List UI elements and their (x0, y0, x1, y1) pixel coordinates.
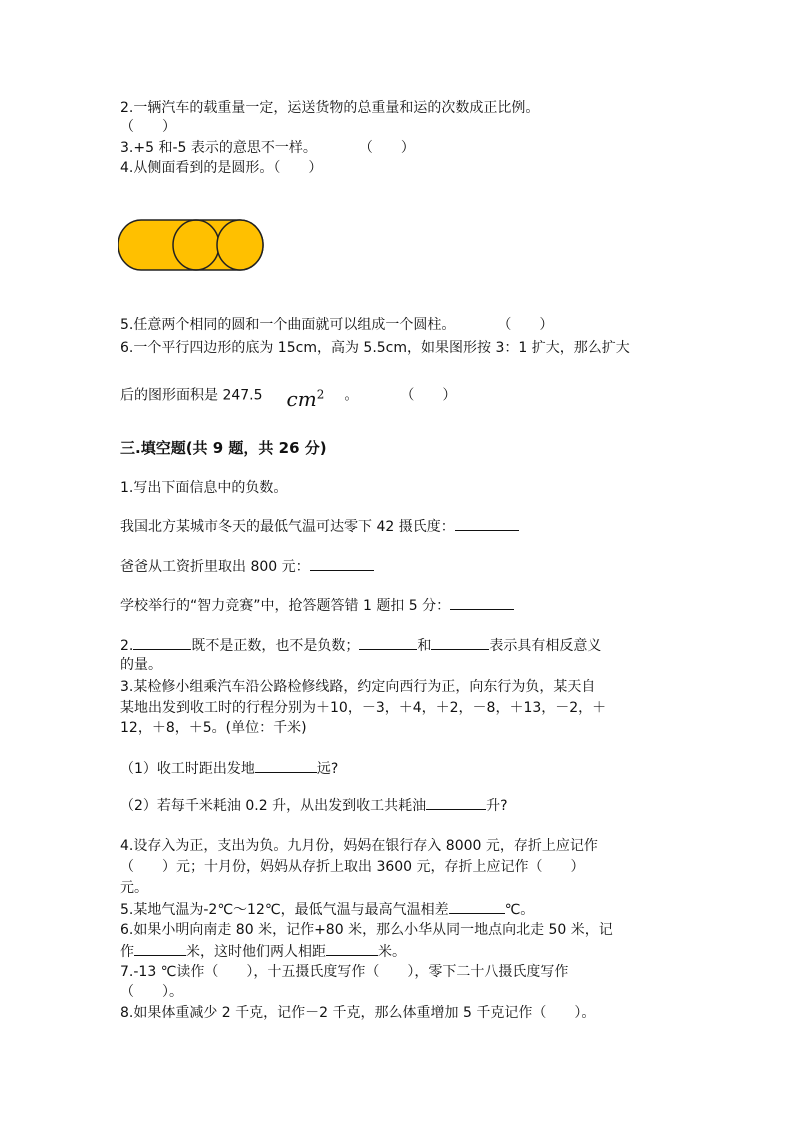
answer-blank[interactable] (455, 516, 519, 531)
cylinder-figure (118, 214, 268, 276)
fill-q6-line1: 6.如果小明向南走 80 米，记作+80 米，那么小华从同一地点向北走 50 米，记 (120, 922, 613, 938)
fill-q1-b: 爸爸从工资折里取出 800 元： (120, 556, 374, 577)
fill-q4-line1: 4.设存入为正，支出为负。九月份，妈妈在银行存入 8000 元，存折上应记作 (120, 838, 598, 854)
fill-q1-c: 学校举行的“智力竞赛”中，抢答题答错 1 题扣 5 分： (120, 595, 514, 616)
answer-blank[interactable] (449, 899, 505, 914)
question-judge-6-line1: 6.一个平行四边形的底为 15cm，高为 5.5cm，如果图形按 3：1 扩大，那么扩大 (120, 340, 630, 356)
answer-blank[interactable] (255, 758, 317, 773)
fill-q3-sub1: （1）收工时距出发地 远? (120, 758, 338, 779)
fill-q7-line2: （ ）。 (120, 984, 183, 1000)
fill-q6-line2: 作 米，这时他们两人相距 米。 (120, 941, 406, 962)
answer-blank[interactable] (359, 635, 417, 650)
fill-q1-a: 我国北方某城市冬天的最低气温可达零下 42 摄氏度： (120, 516, 519, 537)
question-judge-6-line2 (120, 378, 457, 411)
fill-q3-line2: 某地出发到收工时的行程分别为＋10，－3，＋4，＋2，－8，＋13，－2，＋ (120, 700, 607, 716)
fill-q3-line3: 12，＋8，＋5。(单位：千米) (120, 720, 307, 736)
answer-blank[interactable] (310, 556, 374, 571)
question-judge-2-line2: （ ） (120, 119, 176, 135)
q6-unit: $cm^2$ (286, 386, 325, 411)
fill-q7-line1: 7.-13 ℃读作（ ），十五摄氏度写作（ ），零下二十八摄氏度写作 (120, 964, 569, 980)
fill-q4-line2: （ ）元；十月份，妈妈从存折上取出 3600 元，存折上应记作（ ） (120, 859, 585, 875)
answer-blank[interactable] (426, 795, 486, 810)
q6-area-text: 后的图形面积是 247.5 (120, 387, 263, 404)
fill-q2-line1: 2. 既不是正数，也不是负数； 和 表示具有相反意义 (120, 635, 601, 656)
question-judge-3: 3.+5 和-5 表示的意思不一样。 （ ） (120, 140, 415, 156)
answer-blank[interactable] (450, 595, 514, 610)
question-judge-5: 5.任意两个相同的圆和一个曲面就可以组成一个圆柱。 （ ） (120, 317, 554, 333)
fill-q8: 8.如果体重减少 2 千克，记作－2 千克，那么体重增加 5 千克记作（ ）。 (120, 1005, 596, 1021)
fill-q4-line3: 元。 (120, 880, 148, 896)
section-heading: 三.填空题(共 9 题，共 26 分) (120, 439, 327, 457)
question-judge-2-line1: 2.一辆汽车的载重量一定，运送货物的总重量和运的次数成正比例。 (120, 100, 540, 116)
answer-blank[interactable] (133, 635, 191, 650)
fill-q1: 1.写出下面信息中的负数。 (120, 480, 288, 496)
q6-answer-paren: 。 （ ） (344, 387, 457, 404)
fill-q3-sub2: （2）若每千米耗油 0.2 升，从出发到收工共耗油 升? (120, 795, 508, 816)
answer-blank[interactable] (431, 635, 489, 650)
answer-blank[interactable] (326, 941, 378, 956)
fill-q2-line2: 的量。 (120, 657, 162, 673)
fill-q5: 5.某地气温为-2℃～12℃，最低气温与最高气温相差 ℃。 (120, 899, 534, 920)
question-judge-4: 4.从侧面看到的是圆形。（ ） (120, 160, 323, 176)
answer-blank[interactable] (134, 941, 186, 956)
fill-q3-line1: 3.某检修小组乘汽车沿公路检修线路，约定向西行为正，向东行为负，某天自 (120, 679, 596, 695)
